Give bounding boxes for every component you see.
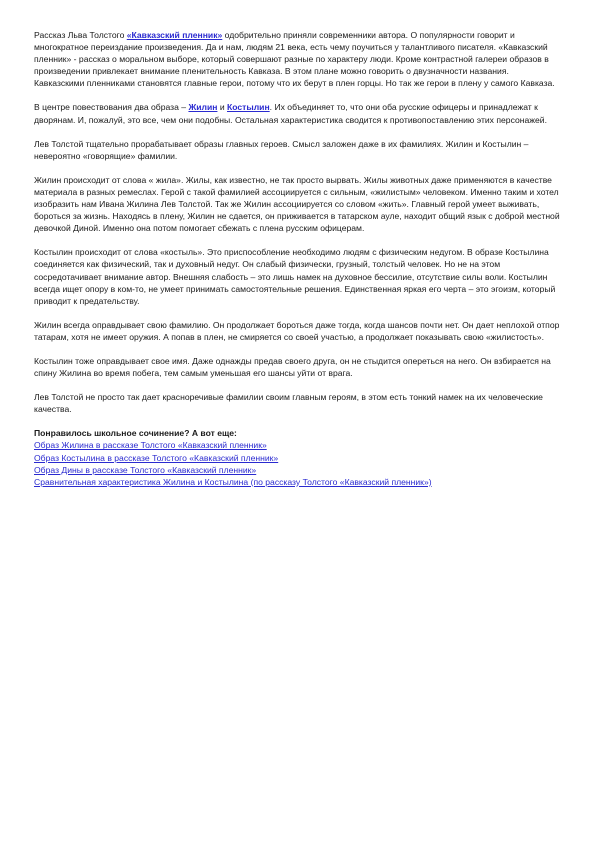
- paragraph-two-images: [34, 101, 561, 125]
- intro-text-before: Рассказ Льва Толстого: [34, 30, 127, 40]
- link-kavkazskiy-plennik[interactable]: «Кавказский пленник»: [126, 30, 223, 40]
- link-zhilin[interactable]: Жилин: [188, 102, 218, 113]
- intro-text-after: одобрительно приняли современники автора. О популярности говорит и многократное переиздание произведения. Да и нам, людям 21 века, есть чему поучиться у талантливого писателя. «Кавказский пленник» - рассказ о моральном выборе, который совершают разные по характеру люди. Кроме контрастной галереи образов в произведении привлекает внимание пленительность Кавказа. В этом плане можно говорить о двузначности названия. Кавказскими пленниками становятся главные герои, потому что их берут в плен горцы. Но так же герои в плену у самого Кавказа.: [34, 30, 555, 89]
- related-link-kostylin[interactable]: Образ Костылина в рассказе Толстого «Кавказский пленник»: [34, 452, 279, 463]
- list-item: [34, 476, 561, 488]
- paragraph-surnames: Лев Толстой тщательно прорабатывает образы главных героев. Смысл заложен даже в их фамилиях. Жилин и Костылин – невероятно «говорящие» фамилии.: [34, 138, 529, 161]
- two-images-text-middle: и: [217, 102, 228, 113]
- list-item: [34, 464, 561, 476]
- related-heading: Понравилось школьное сочинение? А вот еще:: [34, 428, 237, 439]
- document-page: [34, 29, 561, 488]
- list-item: [34, 452, 561, 464]
- paragraph-kostylin-justifies: Костылин тоже оправдывает свое имя. Даже однажды предав своего друга, он не стыдится опереться на него. Он взбирается на спину Жилина во время побега, тем самым уменьшая его шансы уйти от врага.: [34, 355, 551, 379]
- related-links-list: [34, 439, 561, 487]
- paragraph-zhilin-justifies: Жилин всегда оправдывает свою фамилию. Он продолжает бороться даже тогда, когда шансов почти нет. Он дает неплохой отпор татарам, хотя не имеет оружия. А попав в плен, не смиряется со своей участью, а продолжает показывать свою «жилистость».: [34, 319, 560, 342]
- two-images-text-before: В центре повествования два образа –: [34, 102, 189, 113]
- link-kostylin[interactable]: Костылин: [227, 102, 270, 113]
- list-item: [34, 439, 561, 451]
- paragraph-zhilin-origin: Жилин происходит от слова « жила». Жилы, как известно, не так просто вырвать. Жилы животных даже применяются в качестве материала в разных ремеслах. Герой с такой фамилией ассоциируется с сильным, «жилистым» человеком. Именно таким и хотел изобразить нам Ивана Жилина Лев Толстой. Так же Жилин ассоциируется со словом «жить». Главный герой умеет выживать, бороться за жизнь. Находясь в плену, Жилин не сдается, он приживается в татарском ауле, находит общий язык с доброй местной девочкой Диной. Именно она потом помогает сбежать с плена русским офицерам.: [34, 174, 560, 234]
- related-essays: [34, 427, 561, 487]
- paragraph-kostylin-origin: Костылин происходит от слова «костыль». Это приспособление необходимо людям с физическим недугом. В образе Костылина соединяется как физический, так и духовный недуг. Он слабый физически, грузный, толстый человек. Но не на этом сосредотачивает внимание автор. Внешняя слабость – это лишь намек на духовное бессилие, отсутствие силы воли. Костылин всегда ищет опору в ком-то, не умеет принимать самостоятельные решения. Единственная яркая его черта – это эгоизм, который приводит к предательству.: [34, 247, 556, 306]
- paragraph-conclusion: Лев Толстой не просто так дает красноречивые фамилии своим главным героям, в этом есть тонкий намек на их человеческие качества.: [34, 392, 543, 415]
- related-link-dina[interactable]: Образ Дины в рассказе Толстого «Кавказский пленник»: [34, 464, 257, 475]
- related-link-zhilin[interactable]: Образ Жилина в рассказе Толстого «Кавказский пленник»: [34, 440, 267, 451]
- related-link-comparison[interactable]: Сравнительная характеристика Жилина и Костылина (по рассказу Толстого «Кавказский пленник»): [34, 476, 432, 487]
- two-images-text-after: . Их объединяет то, что они оба русские офицеры и принадлежат к дворянам. И, пожалуй, это все, чем они подобны. Остальная характеристика сводится к противопоставлению этих персонажей.: [34, 102, 547, 125]
- paragraph-intro: [34, 29, 561, 89]
